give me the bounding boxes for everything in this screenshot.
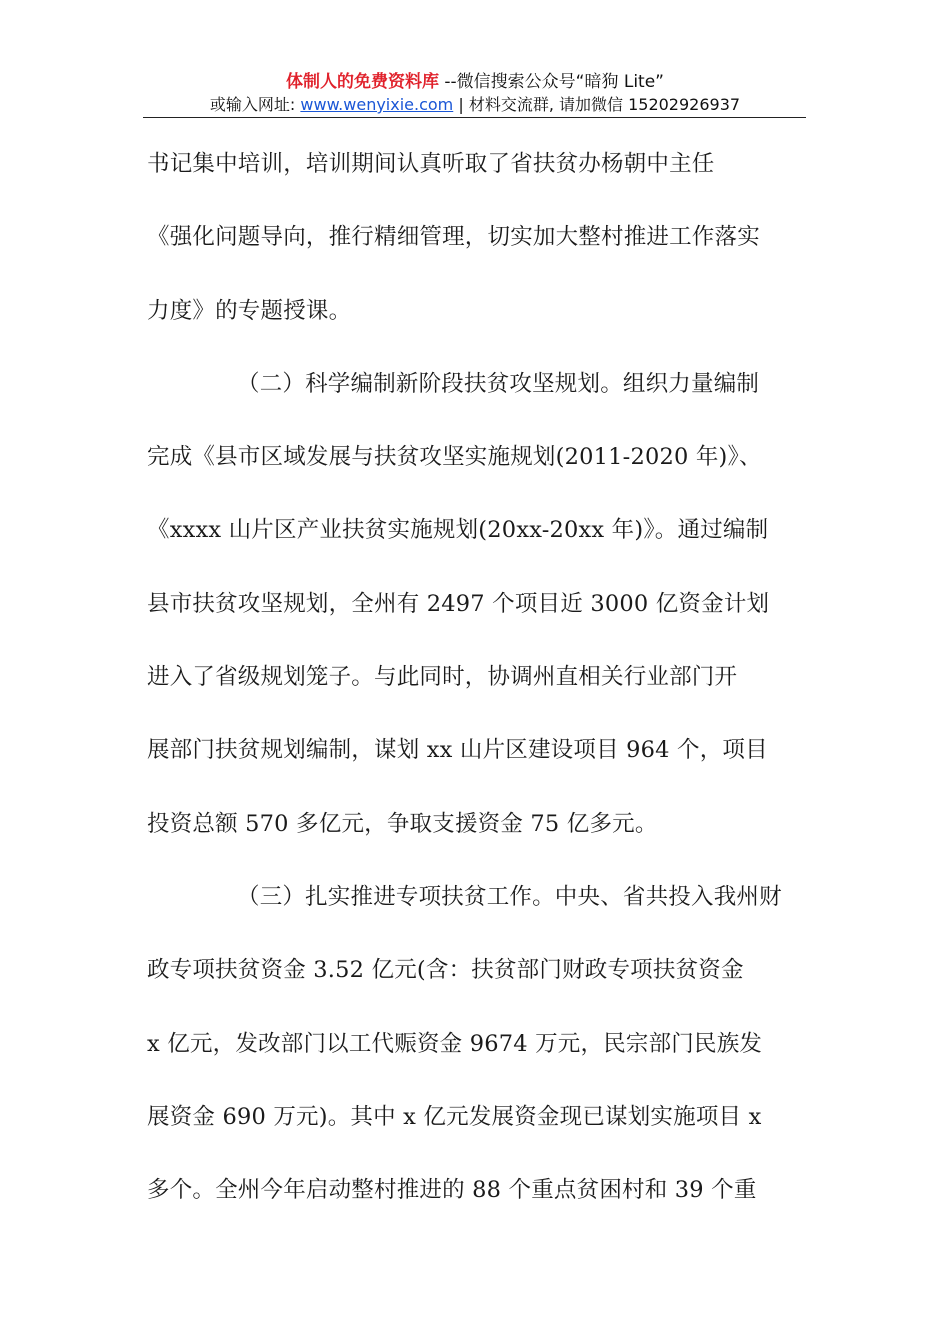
header-title-line [145, 70, 805, 94]
header-divider [143, 117, 806, 118]
header-contact-line [145, 94, 805, 116]
body-line: 书记集中培训，培训期间认真听取了省扶贫办杨朝中主任 [147, 151, 715, 177]
body-line-heading-2: （二）科学编制新阶段扶贫攻坚规划。组织力量编制 [237, 370, 760, 397]
body-line: 力度》的专题授课。 [147, 297, 352, 324]
header-tagline: --微信搜索公众号“暗狗 Lite” [438, 72, 664, 92]
url-prefix: 或输入网址: [209, 95, 301, 114]
body-line: x 亿元，发改部门以工代赈资金 9674 万元，民宗部门民族发 [147, 1030, 763, 1057]
body-line: 多个。全州今年启动整村推进的 88 个重点贫困村和 39 个重 [147, 1177, 757, 1204]
body-line: 政专项扶贫资金 3.52 亿元(含：扶贫部门财政专项扶贫资金 [147, 957, 744, 984]
body-line: 县市扶贫攻坚规划，全州有 2497 个项目近 3000 亿资金计划 [147, 590, 770, 617]
body-line: 《xxxx 山片区产业扶贫实施规划(20xx-20xx 年)》。通过编制 [147, 517, 769, 544]
body-line: 进入了省级规划笼子。与此同时，协调州直相关行业部门开 [147, 664, 738, 691]
body-line: 展部门扶贫规划编制，谋划 xx 山片区建设项目 964 个，项目 [147, 737, 768, 764]
brand-name: 体制人的免费资料库 [285, 72, 439, 92]
page-header [145, 70, 805, 116]
website-link[interactable]: www.wenyixie.com [300, 95, 454, 114]
contact-text: | 材料交流群, 请加微信 15202926937 [453, 95, 741, 114]
body-line: 《强化问题导向，推行精细管理，切实加大整村推进工作落实 [147, 224, 760, 251]
body-line: 展资金 690 万元)。其中 x 亿元发展资金现已谋划实施项目 x [147, 1103, 762, 1130]
body-line: 投资总额 570 多亿元，争取支援资金 75 亿多元。 [147, 810, 658, 837]
body-line: 完成《县市区域发展与扶贫攻坚实施规划(2011-2020 年)》、 [147, 444, 762, 471]
document-body [147, 128, 807, 1227]
body-line-heading-3: （三）扎实推进专项扶贫工作。中央、省共投入我州财 [237, 883, 782, 910]
